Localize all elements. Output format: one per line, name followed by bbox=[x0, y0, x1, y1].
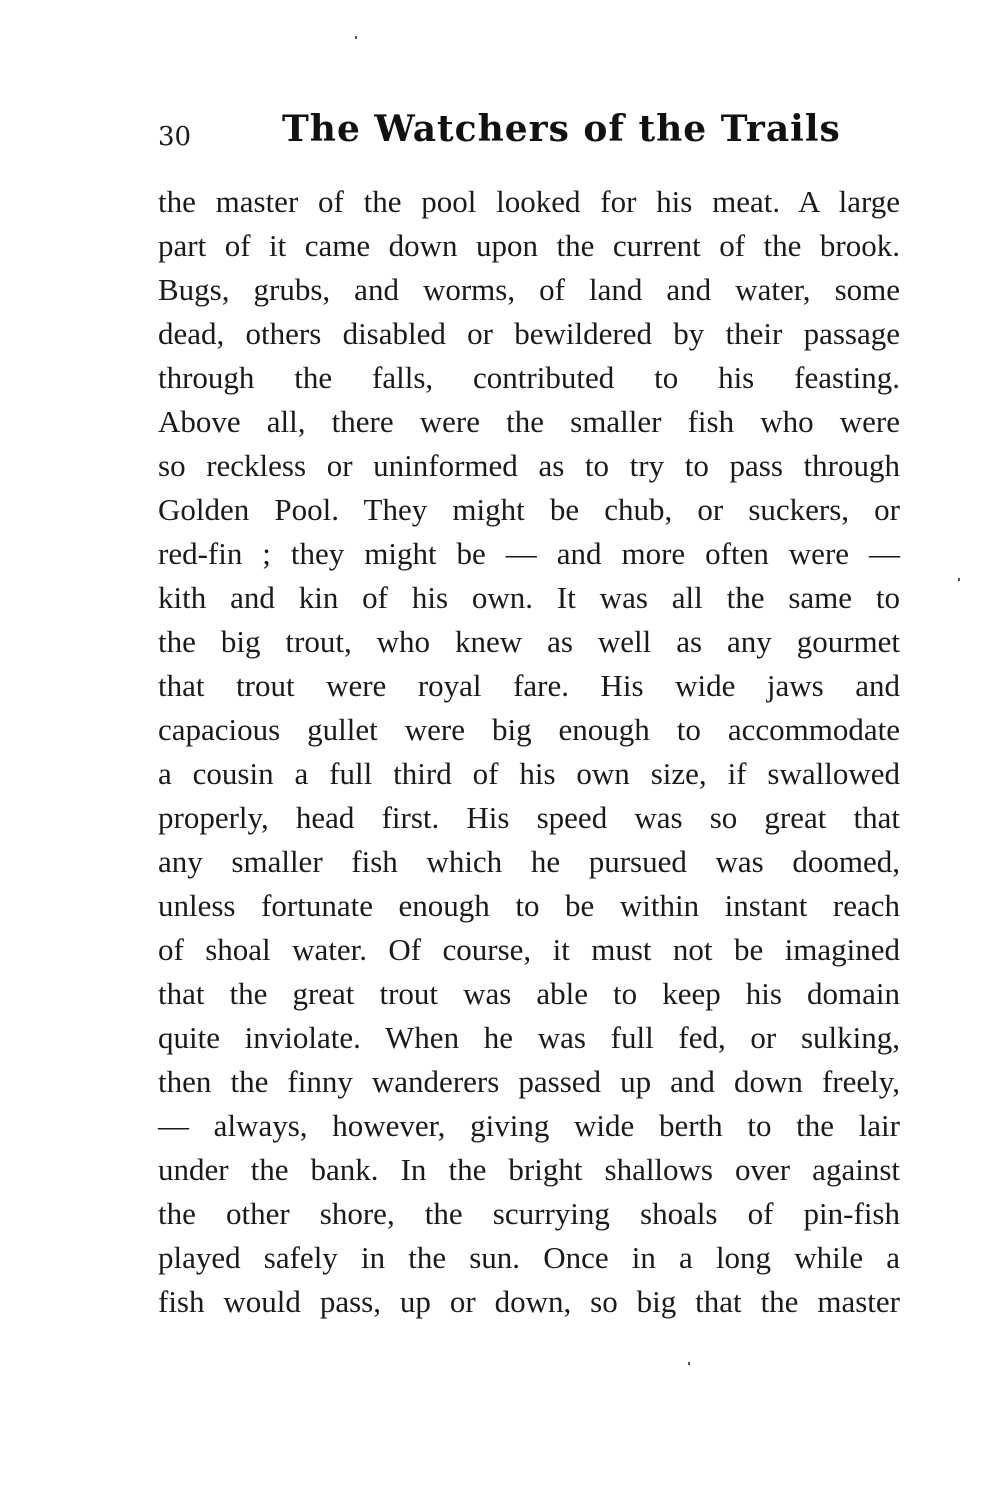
text-line: the master of the pool looked for his meat. A large bbox=[158, 184, 900, 219]
page-number: 30 bbox=[158, 122, 192, 152]
text-line: so reckless or uninformed as to try to pass through bbox=[158, 448, 900, 483]
book-title: The Watchers of the Trails bbox=[282, 108, 841, 150]
text-line: through the falls, contributed to his feasting. bbox=[158, 360, 900, 395]
text-line: the big trout, who knew as well as any gourmet bbox=[158, 624, 900, 659]
text-line: red-fin ; they might be — and more often were — bbox=[158, 536, 900, 571]
text-line: capacious gullet were big enough to accommodate bbox=[158, 712, 900, 747]
text-line: fish would pass, up or down, so big that the master bbox=[158, 1284, 900, 1319]
text-line: Above all, there were the smaller fish who were bbox=[158, 404, 900, 439]
text-line: kith and kin of his own. It was all the same to bbox=[158, 580, 900, 615]
running-head bbox=[158, 108, 900, 158]
text-line: Golden Pool. They might be chub, or suckers, or bbox=[158, 492, 900, 527]
text-line: that the great trout was able to keep his domain bbox=[158, 976, 900, 1011]
text-line: properly, head first. His speed was so great that bbox=[158, 800, 900, 835]
text-line: of shoal water. Of course, it must not be imagined bbox=[158, 932, 900, 967]
text-line: dead, others disabled or bewildered by their passage bbox=[158, 316, 900, 351]
text-line: then the finny wanderers passed up and down freely, bbox=[158, 1064, 900, 1099]
text-line: that trout were royal fare. His wide jaws and bbox=[158, 668, 900, 703]
text-line: unless fortunate enough to be within instant reach bbox=[158, 888, 900, 923]
text-line: the other shore, the scurrying shoals of pin-fish bbox=[158, 1196, 900, 1231]
text-line: part of it came down upon the current of the brook. bbox=[158, 228, 900, 263]
text-line: Bugs, grubs, and worms, of land and water, some bbox=[158, 272, 900, 307]
text-line: under the bank. In the bright shallows over against bbox=[158, 1152, 900, 1187]
text-line: — always, however, giving wide berth to the lair bbox=[158, 1108, 900, 1143]
text-line: a cousin a full third of his own size, if swallowed bbox=[158, 756, 900, 791]
body-text bbox=[158, 180, 900, 1324]
print-speck bbox=[355, 36, 357, 39]
print-speck bbox=[688, 1362, 690, 1365]
text-line: played safely in the sun. Once in a long while a bbox=[158, 1240, 900, 1275]
text-line: quite inviolate. When he was full fed, or sulking, bbox=[158, 1020, 900, 1055]
text-line: any smaller fish which he pursued was doomed, bbox=[158, 844, 900, 879]
print-speck bbox=[958, 578, 960, 581]
